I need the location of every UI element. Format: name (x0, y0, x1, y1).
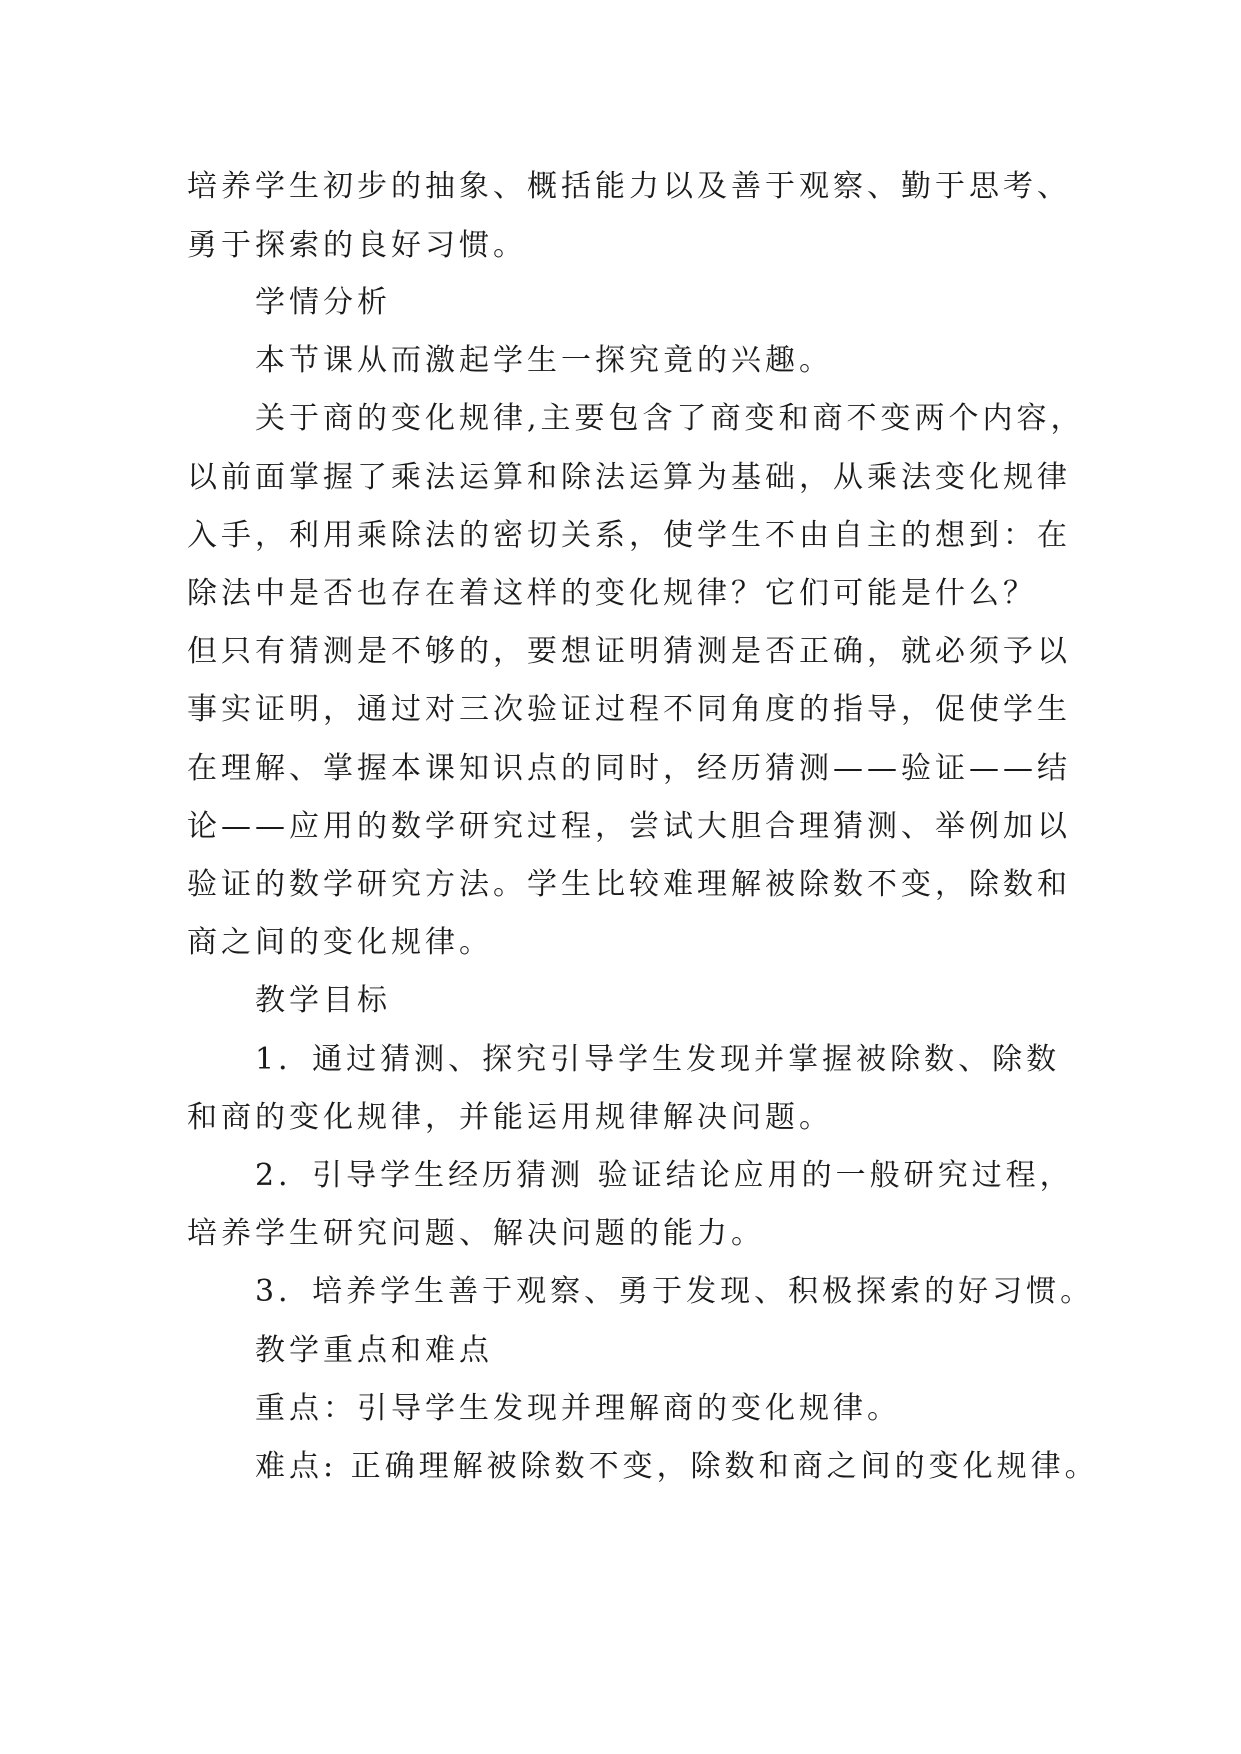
paragraph-line: 在理解、掌握本课知识点的同时，经历猜测——验证——结 (187, 751, 1071, 786)
paragraph-line: 培养学生初步的抽象、概括能力以及善于观察、勤于思考、 (187, 169, 1071, 204)
paragraph-line: 勇于探索的良好习惯。 (187, 228, 527, 263)
paragraph-line: 培养学生研究问题、解决问题的能力。 (187, 1216, 765, 1251)
paragraph-line: 验证的数学研究方法。学生比较难理解被除数不变，除数和 (187, 867, 1071, 902)
paragraph-line: 除法中是否也存在着这样的变化规律？它们可能是什么？ (187, 576, 1037, 611)
paragraph-line: 商之间的变化规律。 (187, 925, 493, 960)
difficult-point-line: 难点: 正确理解被除数不变，除数和商之间的变化规律。 (255, 1449, 1099, 1484)
section-heading-learning-analysis: 学情分析 (255, 285, 391, 320)
paragraph-line: 入手，利用乘除法的密切关系，使学生不由自主的想到：在 (187, 518, 1071, 553)
list-item-2: 2．引导学生经历猜测 验证结论应用的一般研究过程， (255, 1158, 1074, 1193)
section-heading-teaching-goals: 教学目标 (255, 983, 391, 1018)
list-item-3: 3．培养学生善于观察、勇于发现、积极探索的好习惯。 (255, 1274, 1095, 1309)
paragraph-line: 但只有猜测是不够的，要想证明猜测是否正确，就必须予以 (187, 634, 1071, 669)
section-heading-key-points: 教学重点和难点 (255, 1333, 493, 1368)
paragraph-line: 以前面掌握了乘法运算和除法运算为基础，从乘法变化规律 (187, 460, 1071, 495)
paragraph-line: 本节课从而激起学生一探究竟的兴趣。 (255, 343, 833, 378)
paragraph-line: 和商的变化规律，并能运用规律解决问题。 (187, 1100, 833, 1135)
list-item-1: 1．通过猜测、探究引导学生发现并掌握被除数、除数 (255, 1042, 1061, 1077)
paragraph-line: 关于商的变化规律,主要包含了商变和商不变两个内容， (255, 401, 1085, 436)
paragraph-line: 论——应用的数学研究过程，尝试大胆合理猜测、举例加以 (187, 809, 1071, 844)
paragraph-line: 事实证明，通过对三次验证过程不同角度的指导，促使学生 (187, 692, 1071, 727)
key-point-line: 重点：引导学生发现并理解商的变化规律。 (255, 1391, 901, 1426)
